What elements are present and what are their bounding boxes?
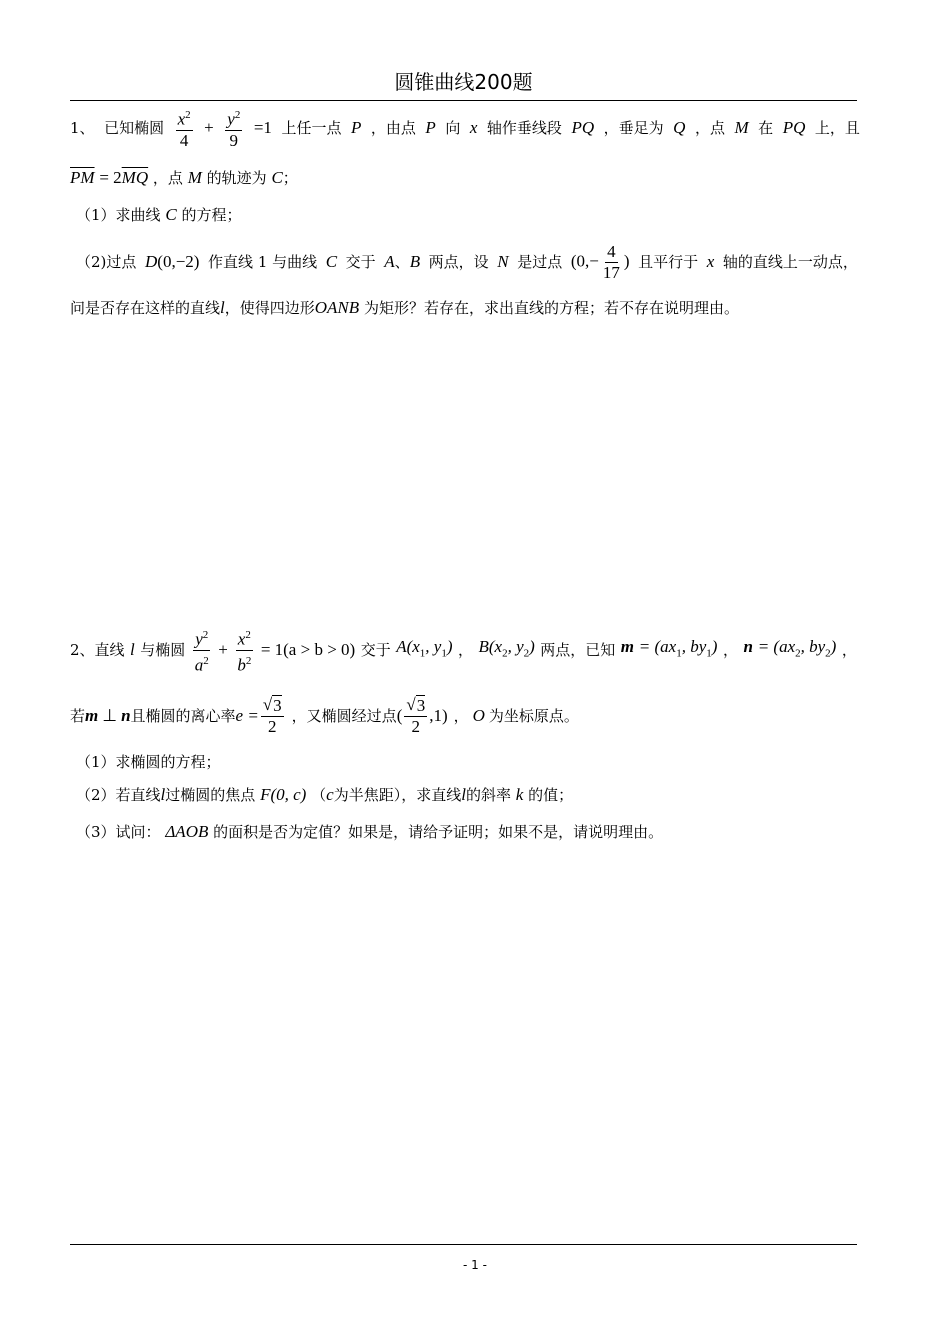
var-O: O — [472, 706, 485, 725]
text-segment: （ — [311, 786, 327, 804]
fraction-y2-over-9: $\frac{y^2}{9}$ — [225, 105, 242, 151]
fraction-x2-over-4: $\frac{x^2}{4}$ — [176, 105, 193, 151]
text-segment: 且椭圆的离心率 — [130, 707, 236, 725]
var-x: x — [469, 118, 478, 137]
fraction-sqrt3-over-2: √ 3 2 — [262, 695, 282, 736]
var-M: M — [187, 168, 202, 187]
var-N: N — [497, 252, 509, 271]
vector-MQ: $\overline{MQ}$ — [121, 168, 149, 187]
text-segment: 交于 — [345, 253, 376, 271]
var-B: B — [409, 252, 421, 271]
var-PQ: PQ — [782, 118, 806, 137]
text-segment: 两点，设 — [428, 253, 489, 271]
var-C: C — [271, 168, 283, 187]
var-k: k — [515, 785, 524, 804]
var-C: C — [325, 252, 338, 271]
plus-sign: + — [218, 640, 228, 659]
var-P: P — [425, 118, 436, 137]
vector-m: $m = (ax_1$, $by_1$) — [620, 636, 718, 660]
var-OANB: OANB — [314, 298, 360, 317]
text-segment: 上任一点 — [281, 119, 342, 137]
text-segment: 为矩形？若存在，求出直线的方程；若不存在说明理由。 — [363, 299, 739, 317]
text-segment: 问是否存在这样的直线 — [70, 299, 221, 317]
text-segment: 轴的直线上一动点， — [722, 253, 858, 271]
var-M: M — [734, 118, 749, 137]
ellipse-condition: = 1(a > b > 0) — [260, 640, 356, 659]
problem2-question2 — [76, 785, 866, 805]
text-segment: 交于 — [360, 641, 391, 659]
triangle-AOB: ΔAOB — [165, 822, 209, 841]
var-C: C — [165, 205, 177, 224]
text-segment: 且平行于 — [638, 253, 699, 271]
question-label: （1）求曲线 — [76, 206, 161, 224]
var-l: l — [130, 640, 135, 659]
text-segment: 过椭圆的焦点 — [165, 786, 256, 804]
equation-rhs: =1 — [253, 118, 272, 137]
problem1-line1 — [70, 106, 860, 150]
var-m: m — [85, 706, 99, 725]
problem1-question2-line2 — [70, 298, 860, 318]
fraction-y2-over-a2: $\frac{y^2}{a^2}$ — [193, 625, 211, 675]
text-segment: 向 — [445, 119, 461, 137]
text-segment: 上，且 — [814, 119, 860, 137]
separator: ， — [457, 641, 473, 659]
var-x: x — [706, 252, 715, 271]
page-header — [70, 66, 857, 101]
text-segment: 的轨迹为 — [206, 169, 267, 187]
text-segment: ，垂足为 — [603, 119, 664, 137]
problem2-question3 — [76, 822, 866, 842]
text-segment: 的面积是否为定值？如果是，请给予证明；如果不是，请说明理由。 — [213, 823, 664, 841]
eccentricity-lhs: e = — [235, 706, 259, 725]
var-PQ: PQ — [571, 118, 595, 137]
point-fraction: (0,− $\frac{4}{17}$ ) — [570, 241, 630, 282]
var-D: D — [145, 252, 158, 271]
text-segment: 的斜率 — [465, 786, 511, 804]
plus-sign: + — [204, 118, 214, 137]
var-P: P — [350, 118, 362, 137]
text-segment: 是过点 — [517, 253, 563, 271]
var-c: c — [326, 785, 334, 804]
text-segment: ，使得四边形 — [224, 299, 315, 317]
var-l: l — [220, 298, 225, 317]
perp-symbol: ⊥ — [102, 706, 118, 725]
text-segment: ，由点 — [370, 119, 416, 137]
text-segment: 的值； — [528, 786, 574, 804]
point-A: $A(x_1$, $y_1$) — [396, 636, 453, 660]
text-segment: ，又椭圆经过点 — [291, 707, 397, 725]
text-segment: （2）若直线 — [76, 786, 161, 804]
focus-F: F(0, c) — [260, 785, 307, 804]
var-Q: Q — [673, 118, 686, 137]
problem1-line2 — [70, 168, 860, 188]
separator: ， — [841, 641, 857, 659]
problem2-line2 — [70, 694, 860, 738]
text-segment: ，点 — [694, 119, 725, 137]
text-segment: 若 — [70, 707, 86, 725]
vector-n: $n = (ax_2$, $by_2$) — [743, 636, 837, 660]
problem1-intro: 已知椭圆 — [104, 119, 165, 137]
point-B: $B(x_2$, $y_2$) — [478, 636, 535, 660]
footer-rule — [70, 1244, 857, 1245]
problem1-number: 1、 — [70, 119, 95, 137]
text-segment: 作直线 1 与曲线 — [208, 253, 318, 271]
text-segment: 与椭圆 — [140, 641, 186, 659]
var-l: l — [461, 785, 466, 804]
text-segment: （3）试问： — [76, 823, 161, 841]
separator: ， — [453, 707, 469, 725]
question-label: （2)过点 — [76, 253, 137, 271]
text-segment: 在 — [758, 119, 774, 137]
problem2-line1: 2、直线 l 与椭圆 $\frac{y^2}{a^2}$ + $\frac{x^2}{b^2}$ = 1(a > b > 0) 交于 $A(x_1$, $y_1$) ， $B(x_2$, $y_2$) 两点，已知 $m = (ax_1$, $by_1$) ， $n = (ax_2$, $by_2$) ， — [70, 628, 857, 672]
fraction-x2-over-b2: $\frac{x^2}{b^2}$ — [235, 625, 253, 675]
problem2-question1 — [76, 752, 866, 772]
point-D-coord: (0,−2) — [157, 252, 200, 271]
text-segment: ，点 — [152, 169, 183, 187]
problem2-number: 2、 — [70, 641, 95, 659]
text-segment: ； — [282, 169, 298, 187]
page-number: - 1 - — [463, 1258, 487, 1272]
var-l: l — [160, 785, 166, 804]
var-n: n — [121, 706, 131, 725]
document-title: 圆锥曲线200题 — [394, 70, 533, 94]
text-segment: 为半焦距），求直线 — [333, 786, 462, 804]
problem1-question2-line1: （2)过点 D(0,−2) 作直线 1 与曲线 C 交于 A、B 两点，设 N 是过点 (0,− $\frac{4}{17}$ ) 且平行于 x 轴的直线上一动点， — [76, 241, 858, 282]
equals-two: = 2 — [99, 168, 122, 187]
vector-PM: $\overline{PM}$ — [70, 168, 95, 187]
text-segment: 两点，已知 — [540, 641, 616, 659]
text-segment: 轴作垂线段 — [486, 119, 562, 137]
question-text: （1）求椭圆的方程； — [76, 753, 221, 771]
text-segment: 为坐标原点。 — [488, 707, 579, 725]
var-A: A — [384, 252, 395, 271]
problem1-question1 — [76, 205, 866, 225]
point-sqrt3-over-2-1: ( √ 3 2 ,1) — [396, 695, 448, 736]
separator: ， — [722, 641, 738, 659]
text-segment: 的方程； — [181, 206, 242, 224]
